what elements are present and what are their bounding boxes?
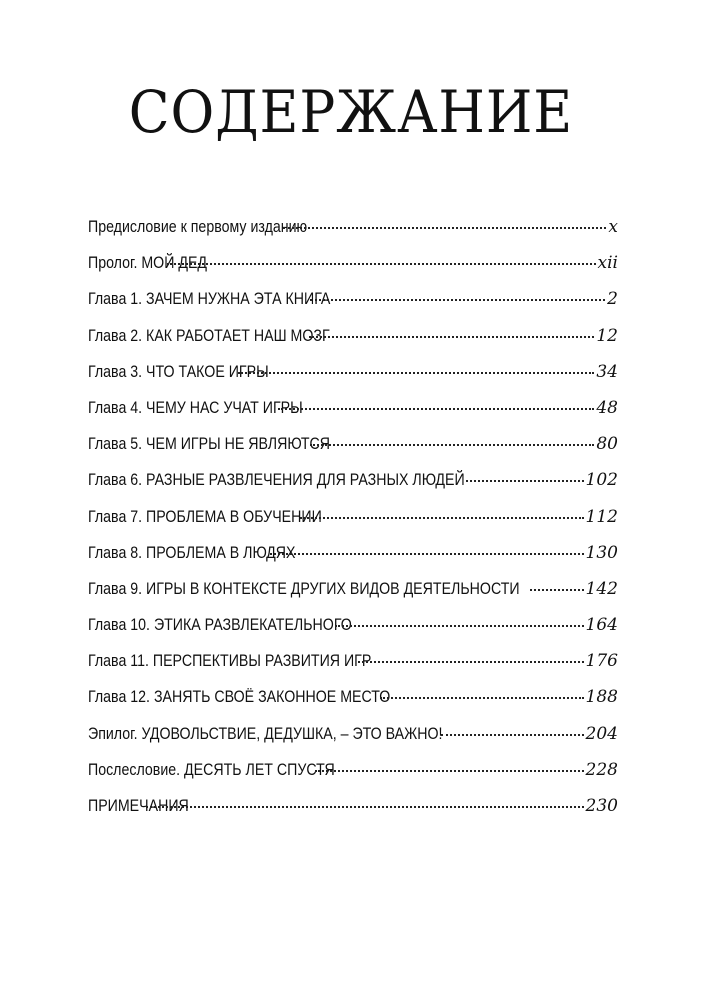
toc-entry-page-number: 48	[596, 397, 618, 418]
dot-leader	[270, 539, 584, 555]
toc-entry-page-number: 102	[585, 470, 618, 491]
dot-leader	[300, 503, 583, 519]
toc-entry-title: Глава 1. ЗАЧЕМ НУЖНА ЭТА КНИГА	[88, 290, 331, 309]
toc-entry[interactable]	[88, 469, 618, 505]
toc-entry-title: Глава 5. ЧЕМ ИГРЫ НЕ ЯВЛЯЮТСЯ	[88, 435, 331, 454]
toc-entry-title: Глава 9. ИГРЫ В КОНТЕКСТЕ ДРУГИХ ВИДОВ ДЕЯТЕЛЬНОСТИ	[88, 579, 520, 598]
toc-entry[interactable]	[88, 361, 618, 397]
toc-entry[interactable]	[88, 433, 618, 469]
toc-entry-title: Глава 10. ЭТИКА РАЗВЛЕКАТЕЛЬНОГО	[88, 616, 352, 635]
table-of-contents	[88, 216, 618, 831]
dot-leader	[310, 285, 605, 301]
toc-entry-title: Эпилог. УДОВОЛЬСТВИЕ, ДЕДУШКА, – ЭТО ВАЖНО!	[88, 724, 443, 743]
toc-entry[interactable]	[88, 542, 618, 578]
toc-entry-title: Предисловие к первому изданию	[88, 218, 308, 236]
toc-entry-page-number: 176	[585, 651, 618, 672]
toc-entry-page-number: 142	[585, 578, 618, 599]
dot-leader	[278, 394, 594, 410]
toc-entry-page-number: 230	[585, 796, 618, 816]
toc-entry[interactable]	[88, 506, 618, 542]
toc-entry-page-number: 188	[585, 687, 618, 708]
dot-leader	[283, 213, 606, 229]
toc-entry[interactable]	[88, 614, 618, 650]
toc-entry-page-number: xii	[597, 253, 618, 274]
toc-entry-title: Глава 7. ПРОБЛЕМА В ОБУЧЕНИИ	[88, 507, 322, 526]
toc-entry[interactable]	[88, 759, 618, 795]
toc-entry-page-number: 112	[585, 506, 618, 527]
toc-entry[interactable]	[88, 578, 618, 614]
dot-leader	[441, 720, 584, 736]
toc-entry-title: Глава 11. ПЕРСПЕКТИВЫ РАЗВИТИЯ ИГР	[88, 652, 372, 671]
toc-entry-page-number: 12	[596, 325, 618, 346]
toc-entry[interactable]	[88, 686, 618, 722]
toc-entry-page-number: 228	[585, 759, 618, 780]
toc-entry[interactable]	[88, 723, 618, 759]
dot-leader	[309, 322, 594, 338]
toc-entry-page-number: 34	[596, 361, 618, 382]
toc-entry-title: Пролог. МОЙ ДЕД	[88, 254, 208, 273]
toc-entry-title: Глава 8. ПРОБЛЕМА В ЛЮДЯХ	[88, 543, 296, 562]
dot-leader	[310, 430, 594, 446]
dot-leader	[358, 647, 584, 663]
dot-leader	[380, 683, 584, 699]
toc-entry-title: Глава 2. КАК РАБОТАЕТ НАШ МОЗГ	[88, 326, 330, 345]
toc-entry[interactable]	[88, 288, 618, 324]
dot-leader	[530, 575, 583, 591]
dot-leader	[238, 358, 594, 374]
toc-entry-page-number: 130	[585, 542, 618, 563]
toc-entry[interactable]	[88, 397, 618, 433]
toc-entry[interactable]	[88, 252, 618, 288]
toc-entry-title: Глава 6. РАЗНЫЕ РАЗВЛЕЧЕНИЯ ДЛЯ РАЗНЫХ ЛЮДЕЙ	[88, 471, 465, 490]
toc-entry-title: Глава 12. ЗАНЯТЬ СВОЁ ЗАКОННОЕ МЕСТО	[88, 688, 391, 707]
dot-leader	[466, 466, 583, 482]
toc-entry-page-number: 164	[585, 615, 618, 636]
toc-entry[interactable]	[88, 795, 618, 831]
dot-leader	[315, 756, 583, 772]
toc-entry-page-number: x	[608, 217, 618, 237]
toc-entry-title: Глава 3. ЧТО ТАКОЕ ИГРЫ	[88, 362, 269, 381]
dot-leader	[167, 249, 596, 265]
toc-entry-page-number: 204	[585, 723, 618, 744]
toc-entry[interactable]	[88, 216, 618, 252]
toc-entry-page-number: 2	[607, 289, 618, 310]
toc-entry[interactable]	[88, 650, 618, 686]
dot-leader	[146, 792, 584, 808]
toc-entry-title: Глава 4. ЧЕМУ НАС УЧАТ ИГРЫ	[88, 398, 303, 417]
toc-entry-title: Послесловие. ДЕСЯТЬ ЛЕТ СПУСТЯ	[88, 760, 335, 779]
dot-leader	[335, 611, 583, 627]
page-title: СОДЕРЖАНИЕ	[128, 78, 574, 146]
toc-entry[interactable]	[88, 325, 618, 361]
toc-entry-page-number: 80	[596, 434, 618, 455]
toc-entry-title: ПРИМЕЧАНИЯ	[88, 797, 189, 815]
